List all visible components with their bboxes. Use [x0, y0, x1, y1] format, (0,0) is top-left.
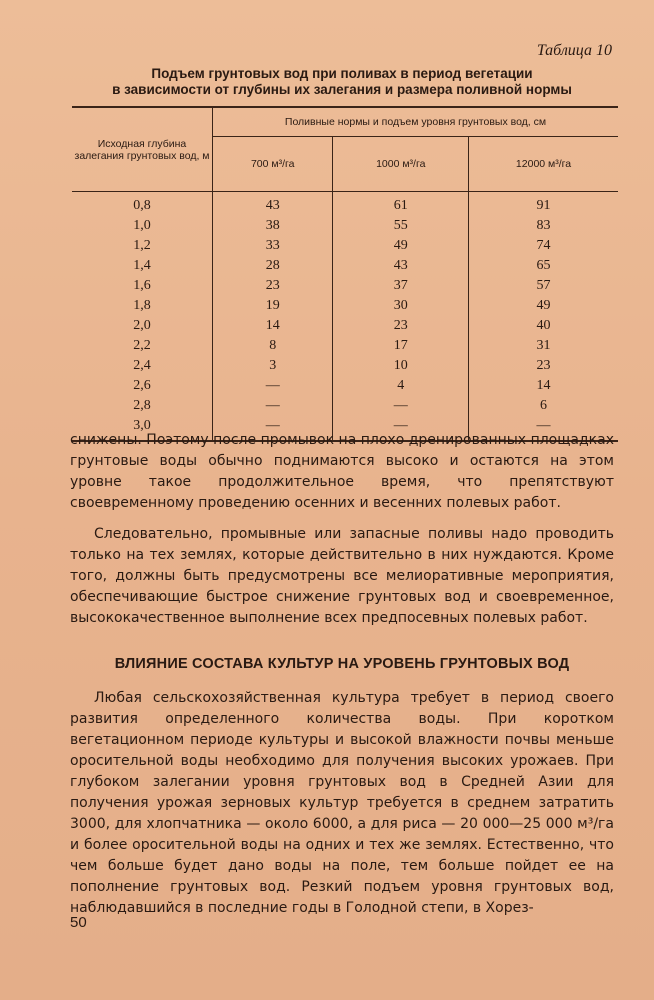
value-cell: 38 — [213, 216, 333, 236]
value-cell: 23 — [213, 276, 333, 296]
table-caption — [70, 66, 614, 98]
depth-cell: 2,6 — [72, 376, 213, 396]
value-cell: 55 — [333, 216, 469, 236]
depth-cell: 3,0 — [72, 416, 213, 441]
value-cell: 14 — [536, 378, 551, 393]
value-cell: 40 — [536, 318, 551, 333]
value-cell: 23 — [333, 316, 469, 336]
value-cell: — — [213, 416, 333, 441]
table-row — [72, 316, 618, 336]
depth-cell: 2,4 — [72, 356, 213, 376]
depth-cell: 1,4 — [72, 256, 213, 276]
table-row — [72, 256, 618, 276]
table-body — [72, 192, 618, 442]
depth-cell: 2,8 — [72, 396, 213, 416]
value-cell: 65 — [536, 258, 551, 273]
value-cell: 30 — [333, 296, 469, 316]
stub-header: Исходная глубина залегания грунтовых вод, м — [72, 107, 213, 192]
value-cell: 83 — [536, 218, 551, 233]
section-heading: ВЛИЯНИЕ СОСТАВА КУЛЬТУР НА УРОВЕНЬ ГРУНТОВЫХ ВОД — [114, 656, 570, 672]
value-cell: 31 — [536, 338, 551, 353]
column-header: 1000 м³/га — [333, 137, 469, 192]
value-cell: 6 — [540, 398, 548, 413]
table-row — [72, 356, 618, 376]
table-row — [72, 376, 618, 396]
value-cell: 3 — [213, 356, 333, 376]
value-cell: 33 — [213, 236, 333, 256]
paragraph-1: снижены. Поэтому после промывок на плохо дренированных площадках грунтовые воды обычно поднимаются высоко и остаются на этом уровне такое продолжительное время, что препятствуют своевременному проведению осенних и весенних полевых работ. — [70, 432, 614, 511]
depth-cell: 1,2 — [72, 236, 213, 256]
value-cell: — — [213, 396, 333, 416]
paragraph-2: Следовательно, промывные или запасные поливы надо проводить только на тех землях, которые действительно в них нуждаются. Кроме того, должны быть предусмотрены все мелиоративные мероприятия, обеспечивающие быстрое снижение грунтовых вод и своевременное, высококачественное выполнение всех предпосевных полевых работ. — [70, 526, 614, 626]
value-cell: 23 — [536, 358, 551, 373]
group-header: Поливные нормы и подъем уровня грунтовых вод, см — [213, 107, 619, 137]
value-cell: 19 — [213, 296, 333, 316]
value-cell: — — [333, 396, 469, 416]
value-cell: 43 — [333, 256, 469, 276]
value-cell: 37 — [333, 276, 469, 296]
value-cell: 28 — [213, 256, 333, 276]
value-cell: 49 — [536, 298, 551, 313]
table-row — [72, 192, 618, 217]
table-label: Таблица 10 — [536, 42, 612, 59]
caption-line-2: в зависимости от глубины их залегания и размера поливной нормы — [112, 82, 572, 97]
depth-cell: 1,0 — [72, 216, 213, 236]
value-cell: 91 — [536, 198, 551, 213]
value-cell: 8 — [213, 336, 333, 356]
depth-cell: 1,6 — [72, 276, 213, 296]
caption-line-1: Подъем грунтовых вод при поливах в период вегетации — [151, 66, 533, 81]
page-number: 50 — [70, 914, 87, 931]
value-cell: 43 — [213, 192, 333, 217]
value-cell: 61 — [333, 192, 469, 217]
value-cell: 57 — [536, 278, 551, 293]
paragraph-3: Любая сельскохозяйственная культура требует в период своего развития определенного количества воды. При коротком вегетационном периоде культуры и высокой влажности почвы меньше оросительной воды необходимо для получения высоких урожаев. При глубоком залегании уровня грунтовых вод в Средней Азии для получения урожая зерновых культур требуется в среднем затратить 3000, для хлопчатника — около 6000, а для риса — 20 000—25 000 м³/га и более оросительной воды на одних и тех же землях. Естественно, что чем больше будет дано воды на поле, тем больше пойдет ее на пополнение грунтовых вод. Резкий подъем уровня грунтовых вод, наблюдавшийся в последние годы в Голодной степи, в Хорез- — [70, 690, 614, 916]
value-cell: 4 — [333, 376, 469, 396]
value-cell: — — [333, 416, 469, 441]
table-row — [72, 216, 618, 236]
table-row — [72, 276, 618, 296]
table-row — [72, 296, 618, 316]
depth-cell: 2,0 — [72, 316, 213, 336]
value-cell: 14 — [213, 316, 333, 336]
depth-cell: 1,8 — [72, 296, 213, 316]
value-cell: 10 — [333, 356, 469, 376]
table-row — [72, 236, 618, 256]
depth-cell: 0,8 — [72, 192, 213, 217]
value-cell: 49 — [333, 236, 469, 256]
column-header: 12000 м³/га — [469, 137, 618, 192]
table-row — [72, 336, 618, 356]
depth-cell: 2,2 — [72, 336, 213, 356]
column-header: 700 м³/га — [213, 137, 333, 192]
value-cell: — — [469, 416, 618, 441]
table-row — [72, 396, 618, 416]
groundwater-table — [72, 106, 618, 442]
value-cell: — — [213, 376, 333, 396]
value-cell: 17 — [333, 336, 469, 356]
value-cell: 74 — [536, 238, 551, 253]
